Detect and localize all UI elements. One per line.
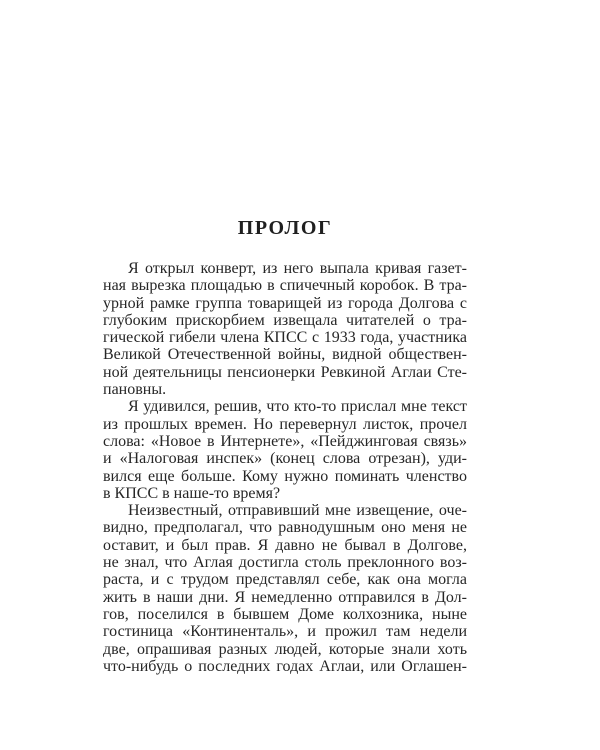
text-line: в КПСС в наше-то время?	[103, 484, 281, 502]
paragraph	[103, 260, 467, 398]
text-line: видно, предполагал, что равнодушным оно меня не	[103, 519, 467, 537]
text-line: две, опрашивая разных людей, которые знали хоть	[103, 640, 467, 658]
text-line: из прошлых времен. Но перевернул листок, прочел	[103, 415, 467, 433]
text-line: раста, и с трудом представлял себе, как она могла	[103, 571, 467, 589]
text-line: пановны.	[103, 381, 167, 399]
text-line: ная вырезка площадью в спичечный коробок. В тра-	[103, 277, 467, 295]
text-line: гов, поселился в бывшем Доме колхозника, ныне	[103, 605, 467, 623]
text-line: Я открыл конверт, из него выпала кривая газет-	[128, 260, 467, 277]
text-line: глубоким прискорбием извещала читателей о тра-	[103, 311, 467, 329]
text-line: оставит, и был прав. Я давно не бывал в Долгове,	[103, 536, 467, 554]
body-text	[103, 260, 467, 675]
text-line: гической гибели члена КПСС с 1933 года, участника	[103, 329, 467, 347]
chapter-heading: ПРОЛОГ	[237, 217, 333, 239]
text-line: что-нибудь о последних годах Аглаи, или Оглашен-	[103, 657, 467, 675]
paragraph	[103, 502, 467, 675]
text-line: вился еще больше. Кому нужно поминать членство	[103, 467, 467, 485]
text-line: не знал, что Аглая достигла столь преклонного воз-	[103, 554, 467, 572]
text-line: гостиница «Континенталь», и прожил там недели	[103, 623, 467, 641]
text-line: урной рамке группа товарищей из города Долгова с	[103, 294, 467, 312]
paragraph	[103, 398, 467, 502]
text-line: Великой Отечественной войны, видной обществен-	[103, 346, 467, 364]
text-line: Я удивился, решив, что кто-то прислал мне текст	[128, 398, 467, 416]
text-column	[103, 216, 467, 675]
text-line: и «Налоговая инспек» (конец слова отрезан), уди-	[103, 450, 467, 468]
text-line: Неизвестный, отправивший мне извещение, оче-	[128, 502, 467, 520]
text-line: ной деятельницы пенсионерки Ревкиной Аглаи Сте-	[103, 363, 467, 381]
text-line: слова: «Новое в Интернете», «Пейджинговая связь»	[103, 432, 467, 450]
text-line: жить в наши дни. Я немедленно отправился в Дол-	[103, 588, 467, 606]
